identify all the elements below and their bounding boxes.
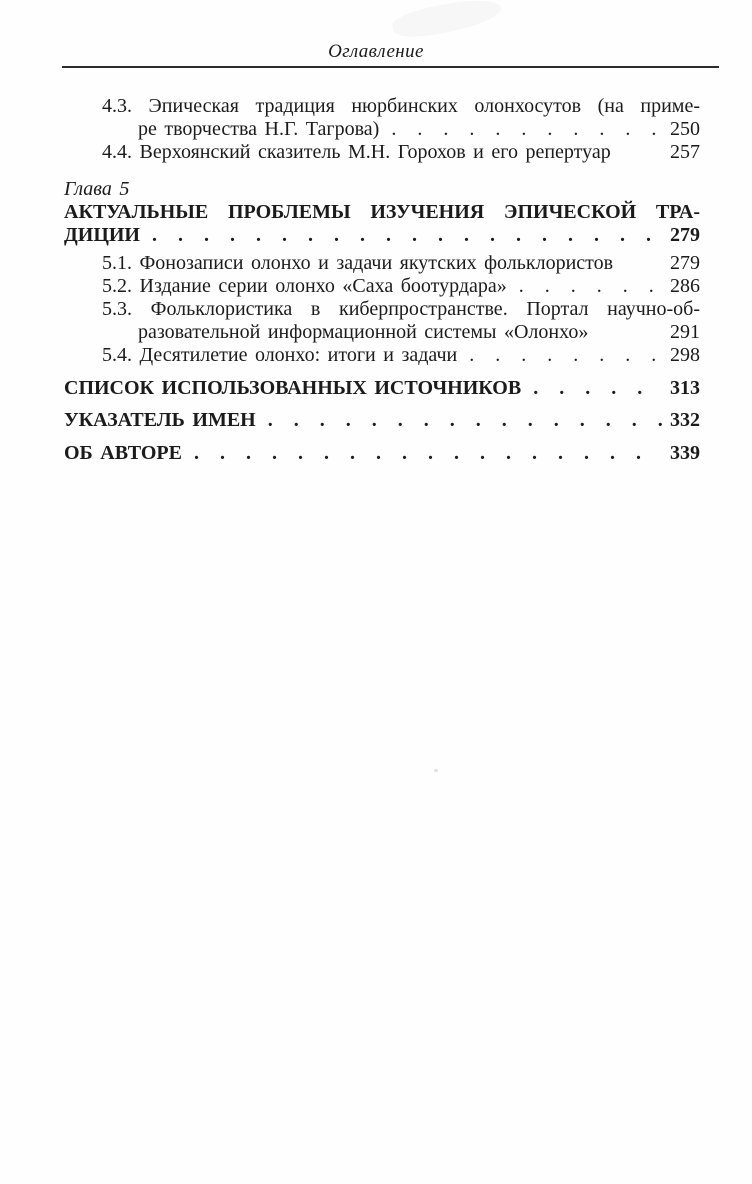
toc-entry-text: разовательной информационной системы «Олонхо» bbox=[138, 321, 589, 343]
dot-leader bbox=[469, 344, 662, 367]
dot-leader bbox=[194, 442, 662, 465]
toc-page-number: 257 bbox=[670, 141, 700, 163]
toc-entry-4-3 bbox=[102, 95, 700, 141]
scan-smudge-artifact bbox=[390, 0, 503, 43]
dot-leader bbox=[268, 409, 662, 432]
dot-leader bbox=[519, 275, 662, 298]
toc-entry-text: 4.3. Эпическая традиция нюрбинских олонхосутов (на приме- bbox=[102, 95, 700, 117]
toc-entry-text: СПИСОК ИСПОЛЬЗОВАННЫХ ИСТОЧНИКОВ bbox=[64, 377, 522, 399]
toc-entry-sources bbox=[64, 377, 700, 400]
toc-entry-text: 5.2. Издание серии олонхо «Саха боотурдара» bbox=[102, 275, 507, 297]
toc-entry-5-3 bbox=[102, 298, 700, 344]
toc-page-number: 298 bbox=[670, 344, 700, 366]
toc-page-number: 291 bbox=[670, 321, 700, 343]
toc-page-number: 279 bbox=[670, 224, 700, 246]
dot-leader bbox=[391, 118, 662, 141]
toc-page-number: 313 bbox=[670, 377, 700, 399]
scan-speck-artifact bbox=[434, 769, 438, 772]
header-rule bbox=[62, 66, 719, 68]
toc-entry-text: ОБ АВТОРЕ bbox=[64, 442, 182, 464]
toc-page-number: 279 bbox=[670, 252, 700, 274]
toc-entry-4-4 bbox=[102, 141, 700, 164]
toc-entry-name-index bbox=[64, 409, 700, 432]
running-header-title: Оглавление bbox=[328, 41, 424, 62]
toc-entry-text: 5.4. Десятилетие олонхо: итоги и задачи bbox=[102, 344, 458, 366]
toc-page-number: 332 bbox=[670, 409, 700, 431]
toc-entry-text: АКТУАЛЬНЫЕ ПРОБЛЕМЫ ИЗУЧЕНИЯ ЭПИЧЕСКОЙ ТРА- bbox=[64, 201, 700, 223]
toc-entry-text: 5.1. Фонозаписи олонхо и задачи якутских фольклористов bbox=[102, 252, 614, 274]
toc-page-number: 286 bbox=[670, 275, 700, 297]
toc-entry-text: УКАЗАТЕЛЬ ИМЕН bbox=[64, 409, 256, 431]
toc-entry-about-author bbox=[64, 442, 700, 465]
toc-entry-5-4 bbox=[102, 344, 700, 367]
toc-content bbox=[64, 95, 700, 465]
toc-page-number: 250 bbox=[670, 118, 700, 140]
toc-entry-text: 4.4. Верхоянский сказитель М.Н. Горохов и его репертуар bbox=[102, 141, 611, 163]
toc-entry-5-1 bbox=[102, 252, 700, 275]
toc-entry-chapter-5-heading bbox=[64, 201, 700, 247]
dot-leader bbox=[533, 377, 662, 400]
toc-entry-5-2 bbox=[102, 275, 700, 298]
toc-entry-text: ре творчества Н.Г. Тагрова) bbox=[138, 118, 380, 140]
chapter-label: Глава 5 bbox=[64, 178, 130, 200]
toc-entry-text: 5.3. Фольклористика в киберпространстве. Портал научно-об- bbox=[102, 298, 700, 320]
toc-entry-text: ДИЦИИ bbox=[64, 224, 140, 246]
dot-leader bbox=[152, 224, 662, 247]
toc-page-number: 339 bbox=[670, 442, 700, 464]
